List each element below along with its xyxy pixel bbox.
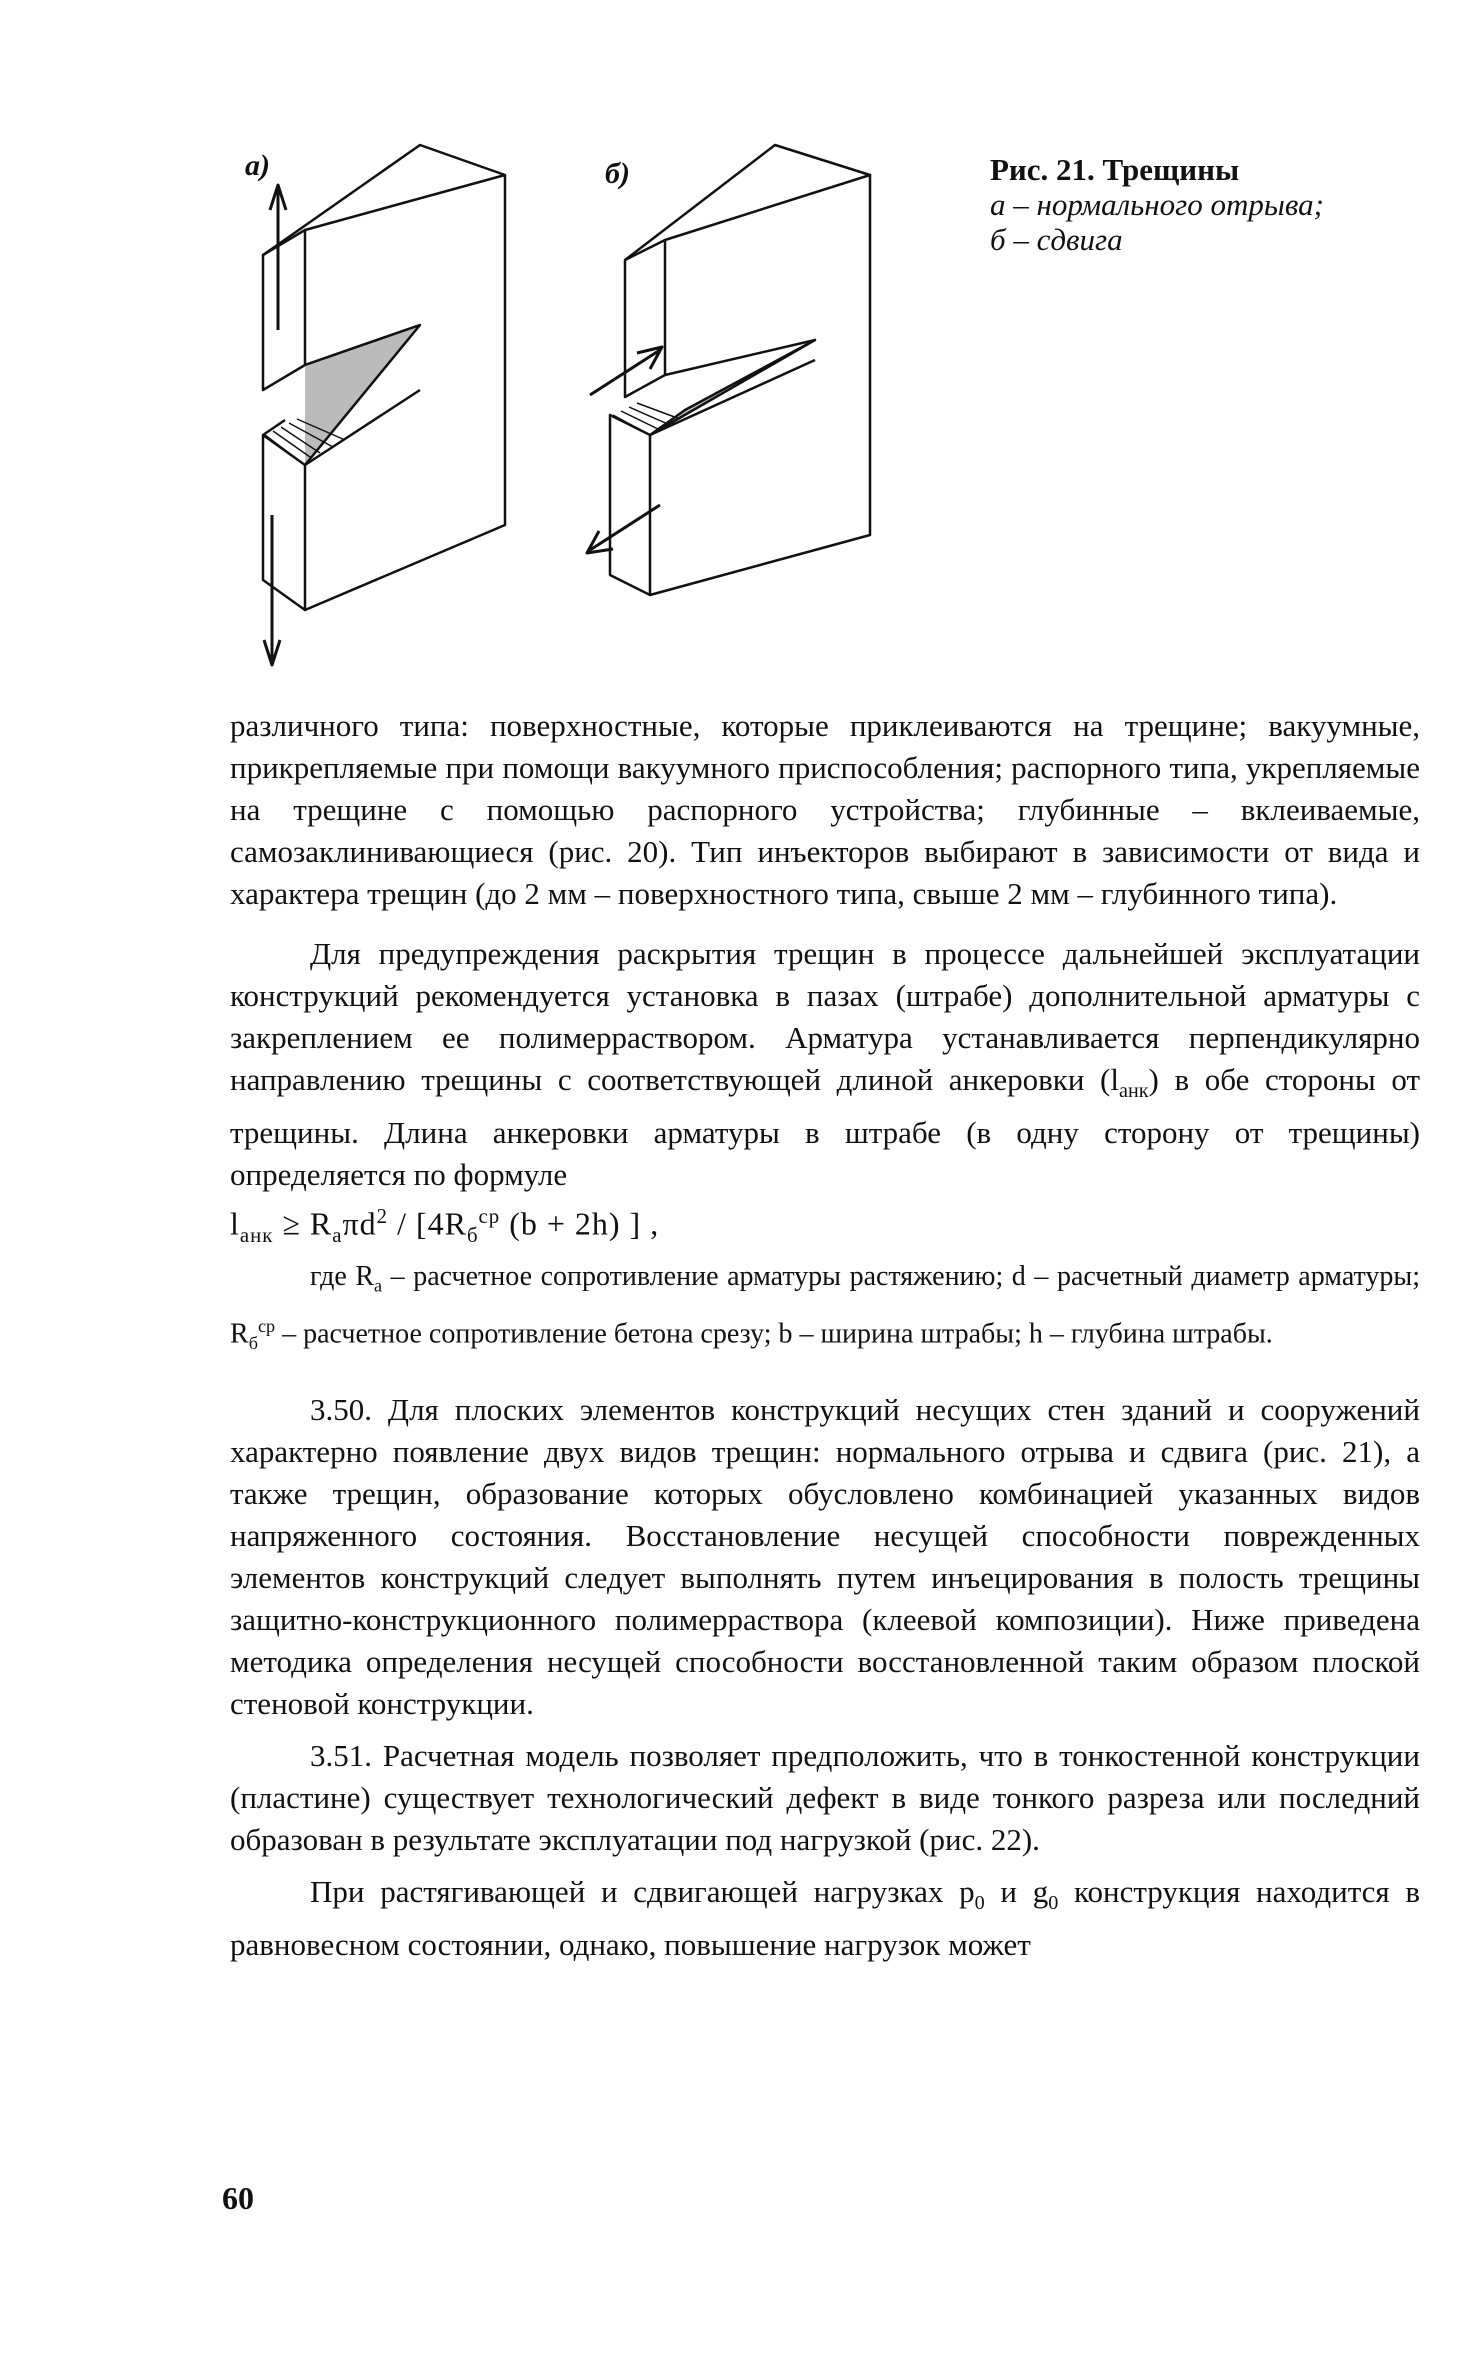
- paragraph-reinforcement: Для предупреждения раскрытия трещин в процессе дальнейшей эксплуатации конструкций рекомендуется установка в пазах (штрабе) дополнительной арматуры с закреплением ее полимерраствором. Арматура устанавливается перпендикулярно направлению трещины с соответствующей длиной анкеровки $(l_{анк})$ в обе стороны от трещины. Длина анкеровки арматуры в штрабе (в одну сторону от трещины) определяется по формуле: [230, 936, 1421, 1193]
- caption-line-a: а – нормального отрыва;: [990, 187, 1324, 222]
- paragraph-3-50: 3.50. Для плоских элементов конструкций несущих стен зданий и сооружений характерно появление двух видов трещин: нормального отрыва и сдвига (рис. 21), а также трещин, образование которых обусловлено комбинацией указанных видов напряженного состояния. Восстановление несущей способности поврежденных элементов конструкций следует выполнять путем инъецирования в полость трещины защитно-конструкционного полимерраствора (клеевой композиции). Ниже приведена методика определения несущей способности восстановленной таким образом плоской стеновой конструкции.: [230, 1391, 1420, 1721]
- figure-label-b: б): [605, 157, 630, 190]
- paragraph-3-51: 3.51. Расчетная модель позволяет предположить, что в тонкостенной конструкции (пластине) существует технологический дефект в виде тонкого разреза или последний образован в результате эксплуатации под нагрузкой (рис. 22).: [230, 1737, 1420, 1857]
- paragraph-loads: При растягивающей и сдвигающей нагрузках $p_0$ и $g_0$ конструкция находится в равновесном состоянии, однако, повышение нагрузок может: [230, 1873, 1420, 1962]
- figure-label-a: а): [245, 149, 270, 182]
- body-text: [230, 705, 1420, 1966]
- figure-b-crack-hatch: [613, 403, 680, 435]
- paragraph-formula-legend: где $R_a$ – расчетное сопротивление арматуры растяжению; d – расчетный диаметр арматуры; $R_б^{ср}$ – расчетное сопротивление бетона срезу; b – ширина штрабы; h – глубина штрабы.: [230, 1261, 1420, 1353]
- formula-anchorage: $l_{анк} \ge R_a\pi d^2 / [4R_б^{ср}$ (b + 2h) ] ,: [230, 1205, 660, 1248]
- figure-a-arrow-up: [270, 185, 286, 330]
- figure-b-lower-block: [610, 340, 870, 595]
- crack-figure: [215, 135, 935, 675]
- figure-b-upper-block: [625, 145, 870, 397]
- caption-line-b: б – сдвига: [990, 222, 1123, 257]
- figure-b-crack-wedge: [650, 340, 815, 435]
- caption-title: Рис. 21. Трещины: [990, 152, 1240, 187]
- figure-caption: [990, 152, 1350, 257]
- figure-a-crack-wedge: [305, 325, 420, 465]
- symbol-l: l: [1110, 1062, 1120, 1097]
- page-number: 60: [222, 2180, 254, 2216]
- paragraph-injector-types: различного типа: поверхностные, которые приклеиваются на трещине; вакуумные, прикрепляемые при помощи вакуумного приспособления; распорного типа, укрепляемые на трещине с помощью распорного устройства; глубинные – вклеиваемые, самозаклинивающиеся (рис. 20). Тип инъекторов выбирают в зависимости от вида и характера трещин (до 2 мм – поверхностного типа, свыше 2 мм – глубинного типа).: [230, 708, 1420, 911]
